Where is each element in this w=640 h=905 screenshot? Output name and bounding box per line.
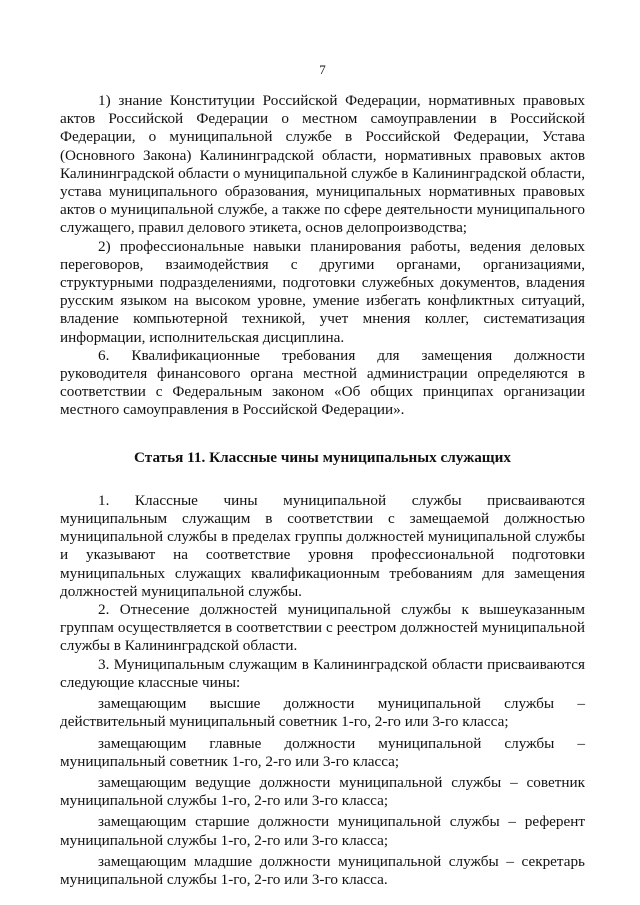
paragraph-skills: 2) профессиональные навыки планирования работы, ведения деловых переговоров, взаимодействия с другими органами, организациями, структурными подразделениями, подготовки служебных документов, владения русским языком на высоком уровне, умение избегать конфликтных ситуаций, владение компьютерной техникой, учет мнения коллег, систематизация информации, исполнительская дисциплина. xyxy=(60,237,585,346)
article-paragraph-1: 1. Классные чины муниципальной службы присваиваются муниципальным служащим в соответствии с замещаемой должностью муниципальной службы в пределах группы должностей муниципальной службы и указывают на соответствие уровня профессиональной подготовки муниципальных служащих квалификационным требованиям для замещения должностей муниципальной службы. xyxy=(60,491,585,600)
paragraph-knowledge: 1) знание Конституции Российской Федерации, нормативных правовых актов Российской Федерации о местном самоуправлении в Российской Федерации, о муниципальной службе в Российской Федерации, Устава (Основного Закона) Калининградской области, нормативных правовых актов Калининградской области о муниципальной службе в Калининградской области, устава муниципального образования, муниципальных нормативных правовых актов о муниципальной службе, а также по сфере деятельности муниципального служащего, правил делового этикета, основ делопроизводства; xyxy=(60,92,585,237)
paragraph-qualification: 6. Квалификационные требования для замещения должности руководителя финансового органа местной администрации определяются в соответствии с Федеральным законом «Об общих принципах организации местного самоуправления в Российской Федерации». xyxy=(60,346,585,419)
grade-item-leading: замещающим ведущие должности муниципальной службы – советник муниципальной службы 1-го, 2-го или 3-го класса; xyxy=(60,773,585,810)
grade-item-highest: замещающим высшие должности муниципальной службы – действительный муниципальный советник 1-го, 2-го или 3-го класса; xyxy=(60,695,585,731)
grade-item-junior: замещающим младшие должности муниципальной службы – секретарь муниципальной службы 1-го, 2-го или 3-го класса. xyxy=(60,852,585,888)
grade-item-senior: замещающим старшие должности муниципальной службы – референт муниципальной службы 1-го, 2-го или 3-го класса; xyxy=(60,813,585,849)
page-number: 7 xyxy=(319,62,326,77)
grade-item-main: замещающим главные должности муниципальной службы – муниципальный советник 1-го, 2-го или 3-го класса; xyxy=(60,734,585,770)
article-paragraph-2: 2. Отнесение должностей муниципальной службы к вышеуказанным группам осуществляется в соответствии с реестром должностей муниципальной службы в Калининградской области. xyxy=(60,601,585,655)
article-title: Статья 11. Классные чины муниципальных служащих xyxy=(134,448,511,466)
article-paragraph-3: 3. Муниципальным служащим в Калининградской области присваиваются следующие классные чины: xyxy=(60,655,585,691)
